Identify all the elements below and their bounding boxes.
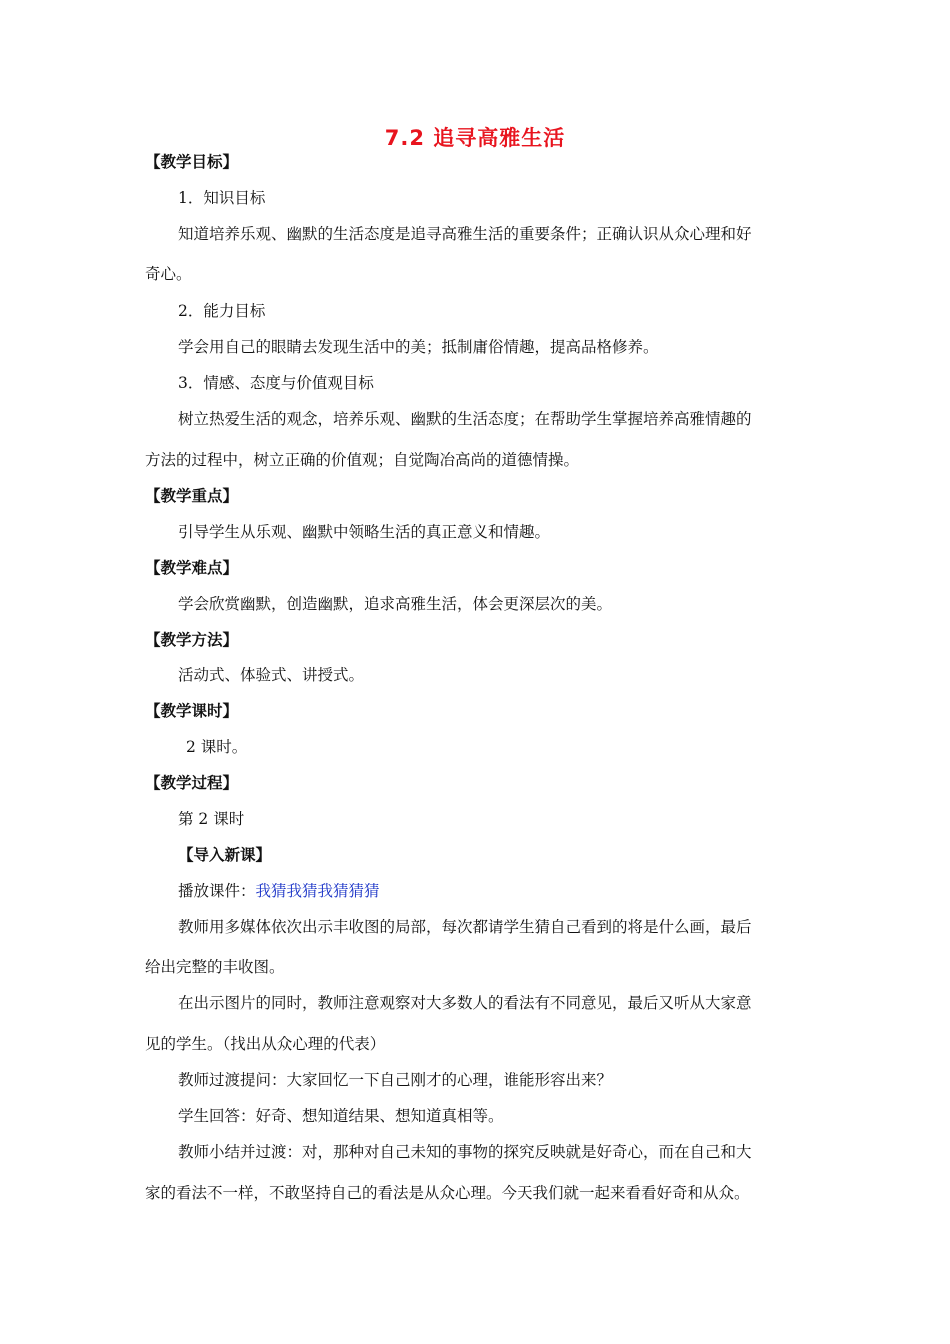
intro-heading: 【导入新课】 [178,846,272,864]
method-text: 活动式、体验式、讲授式。 [178,666,365,684]
goal2-label: 2．能力目标 [178,302,266,320]
paragraph-1-line1: 教师用多媒体依次出示丰收图的局部，每次都请学生猜自己看到的将是什么画，最后 [178,918,752,936]
paragraph-2-line2: 见的学生。（找出从众心理的代表） [145,1035,386,1053]
courseware-link[interactable]: 我猜我猜我猜猜猜 [255,882,380,900]
play-line [178,880,380,902]
paragraph-5-line2: 家的看法不一样，不敢坚持自己的看法是从众心理。今天我们就一起来看看好奇和从众。 [145,1184,750,1202]
paragraph-3: 教师过渡提问：大家回忆一下自己刚才的心理，谁能形容出来？ [178,1071,613,1089]
paragraph-1-line2: 给出完整的丰收图。 [145,958,285,976]
method-heading: 【教学方法】 [145,631,239,649]
play-label: 播放课件： [178,882,256,900]
goal2-text: 学会用自己的眼睛去发现生活中的美；抵制庸俗情趣，提高品格修养。 [178,338,659,356]
goal3-text-line1: 树立热爱生活的观念，培养乐观、幽默的生活态度；在帮助学生掌握培养高雅情趣的 [178,410,752,428]
goal1-label: 1．知识目标 [178,189,266,207]
goal3-label: 3．情感、态度与价值观目标 [178,374,374,392]
goal1-text-line2: 奇心。 [145,265,192,283]
difficulty-heading: 【教学难点】 [145,559,239,577]
lesson-label: 第 2 课时 [178,810,245,828]
paragraph-2-line1: 在出示图片的同时，教师注意观察对大多数人的看法有不同意见，最后又听从大家意 [178,994,752,1012]
goal1-text-line1: 知道培养乐观、幽默的生活态度是追寻高雅生活的重要条件；正确认识从众心理和好 [178,225,752,243]
key-heading: 【教学重点】 [145,487,239,505]
difficulty-text: 学会欣赏幽默，创造幽默，追求高雅生活，体会更深层次的美。 [178,595,613,613]
key-text: 引导学生从乐观、幽默中领略生活的真正意义和情趣。 [178,523,551,541]
goals-heading: 【教学目标】 [145,153,239,171]
paragraph-5-line1: 教师小结并过渡：对，那种对自己未知的事物的探究反映就是好奇心，而在自己和大 [178,1143,752,1161]
goal3-text-line2: 方法的过程中，树立正确的价值观；自觉陶冶高尚的道德情操。 [145,451,580,469]
hours-heading: 【教学课时】 [145,702,239,720]
process-heading: 【教学过程】 [145,774,239,792]
paragraph-4: 学生回答：好奇、想知道结果、想知道真相等。 [178,1107,504,1125]
page-title: 7.2 追寻高雅生活 [384,126,566,150]
hours-text: 2 课时。 [186,738,248,756]
